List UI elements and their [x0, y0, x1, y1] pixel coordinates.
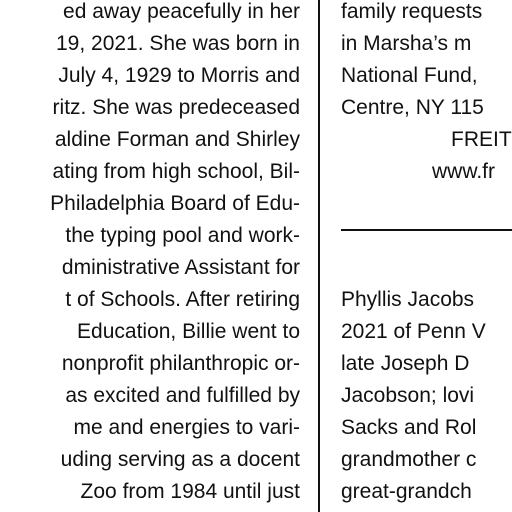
left-column-line: me and energies to vari-: [73, 416, 300, 439]
column-divider-vertical: [318, 0, 320, 512]
left-column-line: Education, Billie went to: [77, 320, 300, 343]
section-divider-horizontal: [341, 229, 512, 231]
right-column-lower-line: Jacobson; lovi: [341, 384, 475, 407]
right-column-lower-line: great-grandch: [341, 480, 472, 503]
right-column-upper-line: Centre, NY 115: [341, 96, 484, 119]
left-column-line: nonprofit philanthropic or-: [61, 352, 300, 375]
right-column-upper-line: National Fund,: [341, 64, 478, 87]
left-column-line: Zoo from 1984 until just: [80, 480, 300, 503]
funeral-home-website-line: www.fr: [432, 160, 495, 183]
left-column-line: 19, 2021. She was born in: [55, 32, 300, 55]
right-obituary-column: [341, 0, 512, 512]
right-column-lower-line: Sacks and Rol: [341, 416, 477, 439]
left-column-line: dministrative Assistant for: [61, 256, 300, 279]
left-column-line: uding serving as a docent: [60, 448, 300, 471]
left-column-line: ed away peacefully in her: [63, 0, 300, 23]
left-column-line: the typing pool and work-: [65, 224, 300, 247]
left-column-line: Philadelphia Board of Edu-: [50, 192, 300, 215]
left-column-line: t of Schools. After retiring: [65, 288, 300, 311]
left-column-line: aldine Forman and Shirley: [54, 128, 300, 151]
right-column-lower-line: grandmother c: [341, 448, 477, 471]
left-column-line: ating from high school, Bil-: [52, 160, 300, 183]
right-column-lower-line: 2021 of Penn V: [341, 320, 486, 343]
right-column-lower-line: late Joseph D: [341, 352, 470, 375]
left-column-line: July 4, 1929 to Morris and: [58, 64, 300, 87]
left-column-line: ritz. She was predeceased: [52, 96, 300, 119]
funeral-home-name-line: FREIT: [451, 128, 512, 151]
right-column-lower-line: Phyllis Jacobs: [341, 288, 475, 311]
right-column-upper-line: family requests: [341, 0, 483, 23]
right-column-upper-line: in Marsha’s m: [341, 32, 472, 55]
left-column-line: as excited and fulfilled by: [65, 384, 300, 407]
